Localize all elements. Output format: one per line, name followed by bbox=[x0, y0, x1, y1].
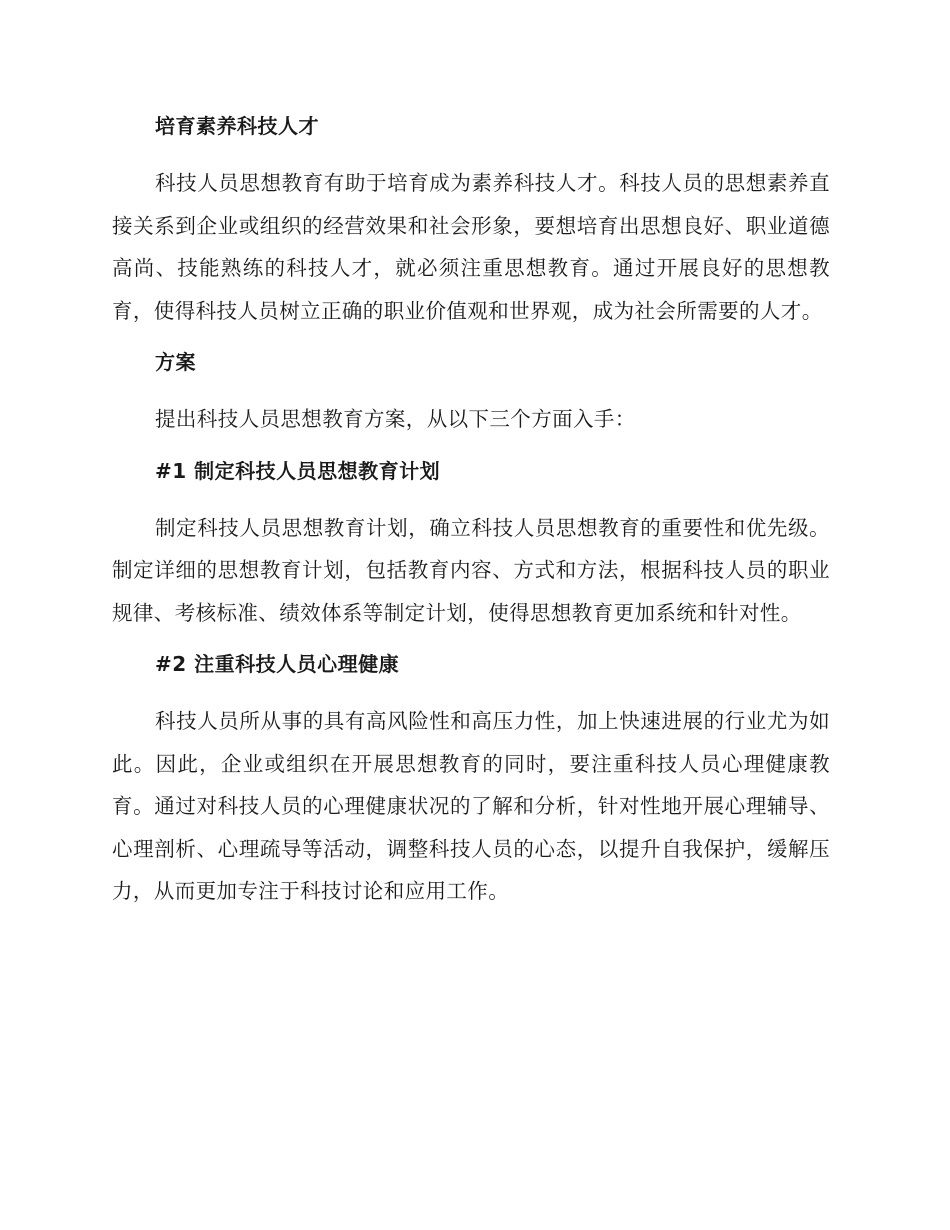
section-paragraph-plan-1: 制定科技人员思想教育计划，确立科技人员思想教育的重要性和优先级。制定详细的思想教育计划，包括教育内容、方式和方法，根据科技人员的职业规律、考核标准、绩效体系等制定计划，使得思想教育更加系统和针对性。 bbox=[112, 515, 830, 625]
section-heading-cultivate-talent: 培育素养科技人才 bbox=[155, 114, 319, 138]
section-heading-plan: 方案 bbox=[155, 350, 196, 374]
document-body bbox=[112, 110, 830, 925]
section-heading-plan-2: #2 注重科技人员心理健康 bbox=[155, 652, 400, 676]
section-paragraph-cultivate-talent: 科技人员思想教育有助于培育成为素养科技人才。科技人员的思想素养直接关系到企业或组织的经营效果和社会形象，要想培育出思想良好、职业道德高尚、技能熟练的科技人才，就必须注重思想教育。通过开展良好的思想教育，使得科技人员树立正确的职业价值观和世界观，成为社会所需要的人才。 bbox=[112, 171, 830, 323]
section-paragraph-plan-2: 科技人员所从事的具有高风险性和高压力性，加上快速进展的行业尤为如此。因此，企业或组织在开展思想教育的同时，要注重科技人员心理健康教育。通过对科技人员的心理健康状况的了解和分析，针对性地开展心理辅导、心理剖析、心理疏导等活动，调整科技人员的心态，以提升自我保护，缓解压力，从而更加专注于科技讨论和应用工作。 bbox=[112, 709, 830, 903]
section-heading-plan-1: #1 制定科技人员思想教育计划 bbox=[155, 458, 441, 483]
section-paragraph-plan: 提出科技人员思想教育方案，从以下三个方面入手： bbox=[155, 407, 636, 431]
